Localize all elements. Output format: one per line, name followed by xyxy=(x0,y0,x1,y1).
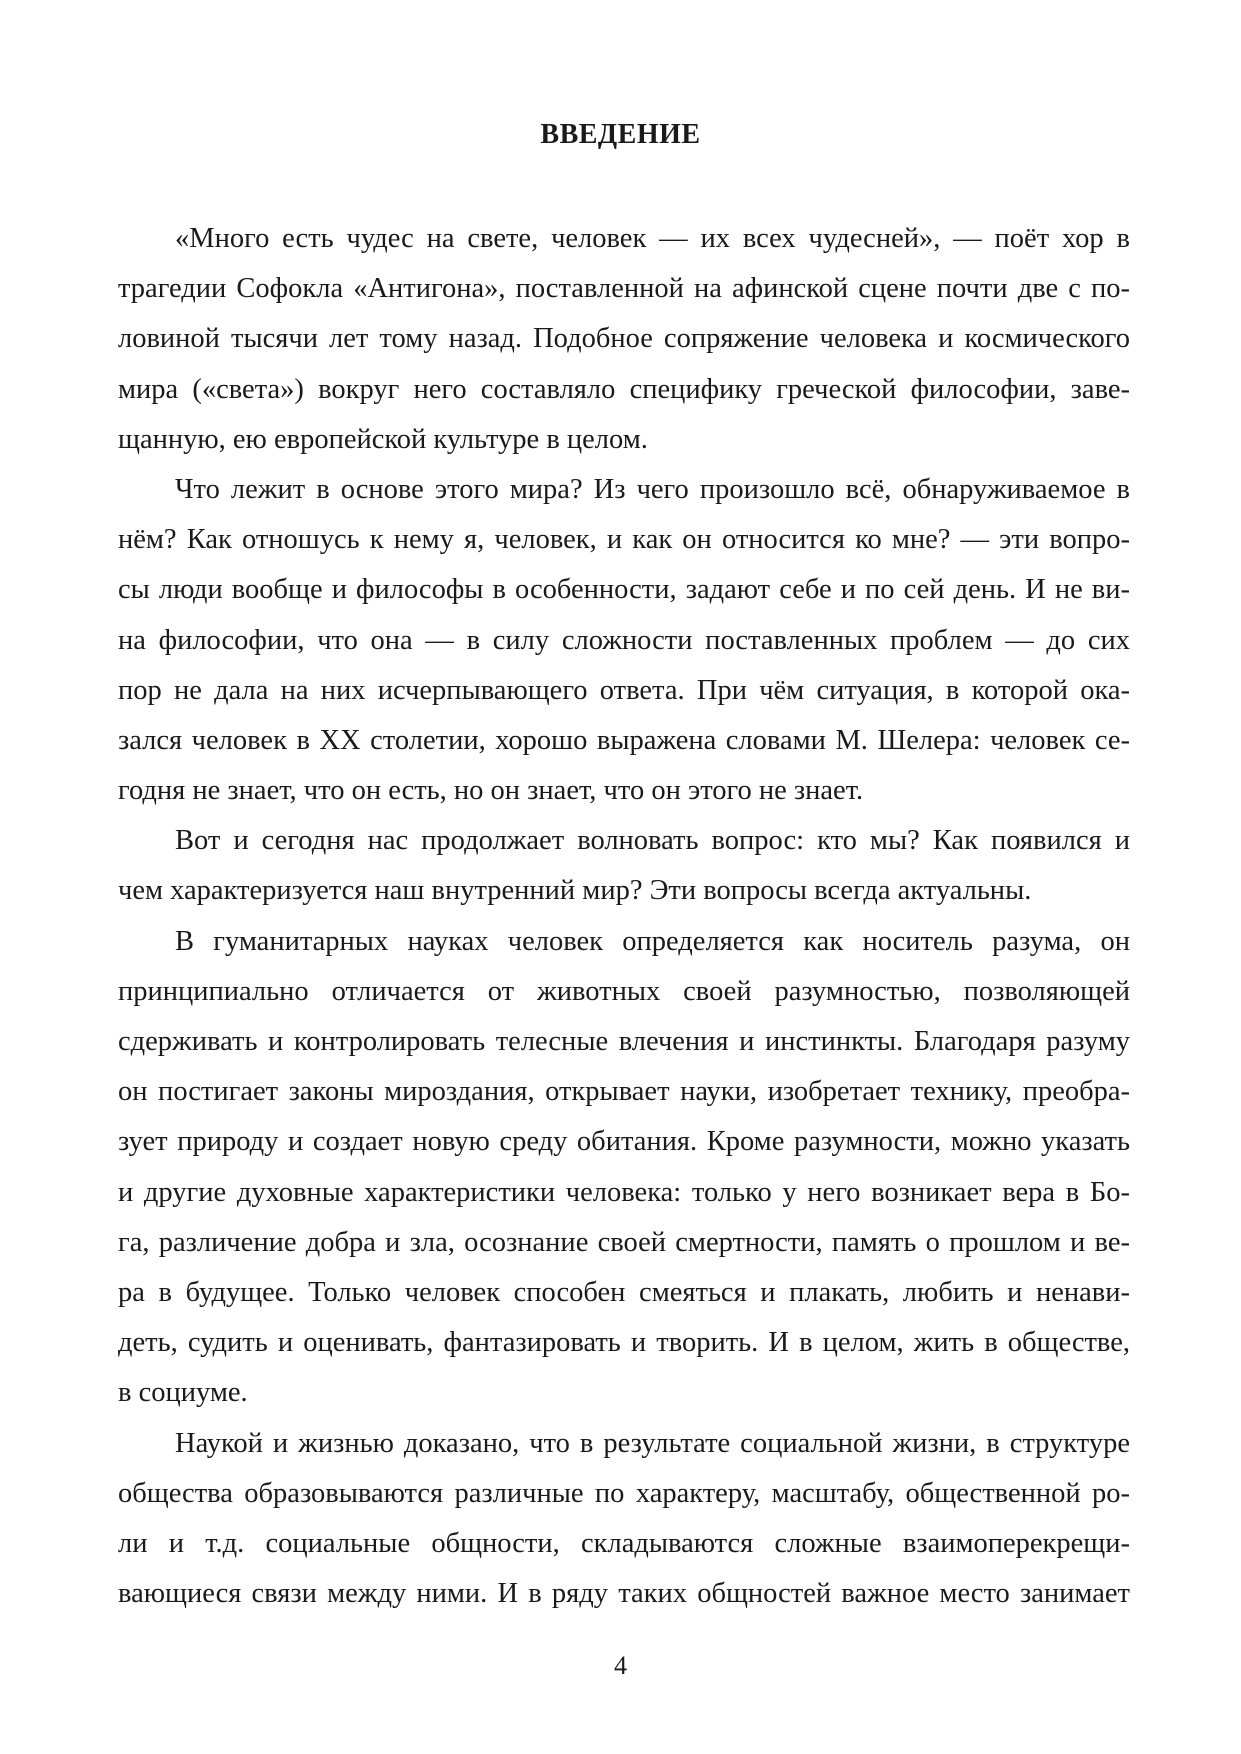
text-line: чем характеризуется наш внутренний мир? Эти вопросы всегда актуальны. xyxy=(118,875,1032,907)
text-line: мира («света») вокруг него составляло специфику греческой философии, заве- xyxy=(118,373,1130,405)
paragraph-2 xyxy=(118,465,1130,816)
text-line: В гуманитарных науках человек определяется как носитель разума, он xyxy=(175,925,1130,957)
text-line: ра в будущее. Только человек способен смеяться и плакать, любить и ненави- xyxy=(118,1276,1130,1308)
paragraph-5 xyxy=(118,1419,1130,1620)
text-line: щанную, ею европейской культуре в целом. xyxy=(118,423,648,455)
text-line: Что лежит в основе этого мира? Из чего произошло всё, обнаруживаемое в xyxy=(175,473,1130,505)
text-line: зался человек в XX столетии, хорошо выражена словами М. Шелера: человек се- xyxy=(118,724,1130,756)
paragraph-1 xyxy=(118,214,1130,465)
text-line: «Много есть чудес на свете, человек — их всех чудесней», — поёт хор в xyxy=(175,223,1130,254)
text-line: трагедии Софокла «Антигона», поставленной на афинской сцене почти две с по- xyxy=(118,273,1130,305)
text-line: и другие духовные характеристики человека: только у него возникает вера в Бо- xyxy=(118,1176,1130,1208)
text-line: Вот и сегодня нас продолжает волновать вопрос: кто мы? Как появился и xyxy=(175,825,1130,857)
page-number: 4 xyxy=(614,1651,627,1680)
text-line: ли и т.д. социальные общности, складываются сложные взаимоперекрещи- xyxy=(118,1527,1130,1559)
text-line: нём? Как отношусь к нему я, человек, и как он относится ко мне? — эти вопро- xyxy=(118,524,1130,556)
page-title: ВВЕДЕНИЕ xyxy=(540,119,701,150)
text-line: деть, судить и оценивать, фантазировать и творить. И в целом, жить в обществе, xyxy=(118,1327,1130,1359)
text-line: в социуме. xyxy=(118,1377,248,1409)
text-line: зует природу и создает новую среду обитания. Кроме разумности, можно указать xyxy=(118,1126,1130,1158)
text-line: сы люди вообще и философы в особенности, задают себе и по сей день. И не ви- xyxy=(118,574,1130,606)
text-line: га, различение добра и зла, осознание своей смертности, память о прошлом и ве- xyxy=(118,1226,1130,1258)
text-line: пор не дала на них исчерпывающего ответа. При чём ситуация, в которой ока- xyxy=(118,674,1130,706)
text-line: на философии, что она — в силу сложности поставленных проблем — до сих xyxy=(118,624,1130,656)
text-line: годня не знает, что он есть, но он знает, что он этого не знает. xyxy=(118,775,864,807)
text-line: принципиально отличается от животных своей разумностью, позволяющей xyxy=(118,975,1130,1007)
body-text xyxy=(118,214,1130,1619)
text-line: сдерживать и контролировать телесные влечения и инстинкты. Благодаря разуму xyxy=(118,1026,1130,1057)
text-line: ловиной тысячи лет тому назад. Подобное сопряжение человека и космического xyxy=(118,323,1130,355)
text-line: общества образовываются различные по характеру, масштабу, общественной ро- xyxy=(118,1477,1130,1509)
paragraph-3 xyxy=(118,816,1130,916)
text-line: вающиеся связи между ними. И в ряду таких общностей важное место занимает xyxy=(118,1578,1130,1610)
text-line: он постигает законы мироздания, открывает науки, изобретает технику, преобра- xyxy=(118,1076,1130,1108)
text-line: Наукой и жизнью доказано, что в результате социальной жизни, в структуре xyxy=(175,1427,1130,1459)
paragraph-4 xyxy=(118,917,1130,1419)
